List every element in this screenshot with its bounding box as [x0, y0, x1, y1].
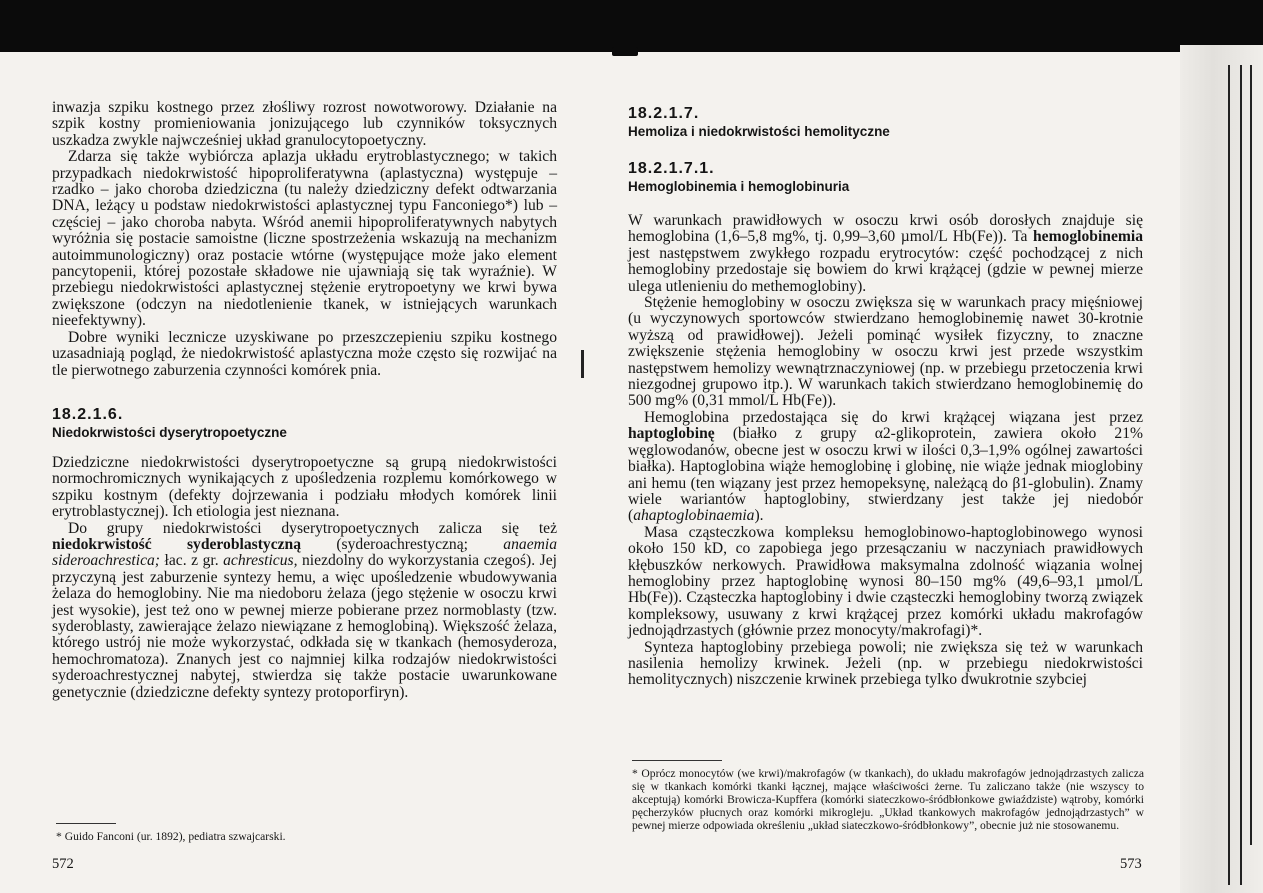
- section-heading: [628, 105, 1143, 140]
- footnote-rule: [56, 823, 116, 824]
- left-page: [52, 100, 557, 701]
- term: hemoglobinemia: [1032, 228, 1143, 246]
- section-number: 18.2.1.7.: [628, 105, 700, 122]
- term: haptoglobinę: [628, 425, 715, 443]
- paragraph: Dziedziczne niedokrwistości dyserytropoetyczne są grupą niedokrwistości normochromicznych wynikających z upośledzenia rozplemu komórkowego w szpiku kostnym (defekty dojrzewania i podziału młodych komórek linii erytroblastycznej). Ich etiologia jest nieznana.: [52, 453, 557, 521]
- section-number: 18.2.1.7.1.: [628, 160, 715, 177]
- paragraph: W warunkach prawidłowych w osoczu krwi osób dorosłych znajduje się hemoglobina (1,6–5,8 mg%, tj. 0,99–3,60 µmol/L Hb(Fe)). Ta hemoglobinemia jest następstwem zwykłego rozpadu erytrocytów: część pochodzącej z nich hemoglobiny przedostaje się bowiem do krwi krążącej (gdzie w pewnej mierze ulega utlenieniu do methemoglobiny).: [628, 212, 1143, 295]
- paragraph: Synteza haptoglobiny przebiega powoli; nie zwiększa się też w warunkach nasilenia hemolizy krwinek. Jeżeli (np. w przebiegu niedokrwistości hemolitycznych) niszczenie krwinek przebiega tylko dwukrotnie szybciej: [628, 638, 1143, 689]
- footnote-rule: [632, 760, 722, 761]
- section-title: Hemoglobinemia i hemoglobinuria: [628, 179, 850, 194]
- gutter-mark: [581, 350, 584, 378]
- right-page: [628, 105, 1143, 689]
- paragraph: Hemoglobina przedostająca się do krwi krążącej wiązana jest przez haptoglobinę (białko z grupy α2-glikoprotein, zawiera około 21% węglowodanów, obecne jest w osoczu krwi w ilości 0,3–1,9% ogólnej zawartości białka). Haptoglobina wiąże hemoglobinę i globinę, nie wiąże jednak mioglobiny ani hemu (ten wiązany jest przez hemopeksynę, należącą do β1-globulin). Znamy wiele wariantów haptoglobiny, stwierdzany jest także jej niedobór (ahaptoglobinaemia).: [628, 408, 1143, 525]
- page-number: 573: [1120, 856, 1142, 872]
- page-number: 572: [52, 856, 74, 872]
- paragraph: inwazja szpiku kostnego przez złośliwy rozrost nowotworowy. Działanie na szpik kostny promieniowania jonizującego lub czynników toksycznych uszkadza zwykle najwcześniej układ granulocytopoetyczny.: [52, 99, 557, 149]
- paragraph: Do grupy niedokrwistości dyserytropoetycznych zalicza się też niedokrwistość syderoblastyczną (syderoachrestyczną; anaemia sideroachrestica; łac. z gr. achresticus, niezdolny do wykorzystania czegoś). Jej przyczyną jest zaburzenie syntezy hemu, a więc upośledzenie wbudowywania żelaza do hemoglobiny. Nie ma niedoboru żelaza (jego stężenie w osoczu krwi jest wysokie), jest też ono w pewnej mierze pobierane przez normoblasty (tzw. syderoblasty, zawierające żelazo niewiązane z hemoglobiną). Większość żelaza, którego ustrój nie może wykorzystać, odkłada się w tkankach (hemosyderoza, hemochromatoza). Znanych jest co najmniej kilka rodzajów niedokrwistości syderoachrestycznej nabytej, stwierdza się także postacie uwarunkowane genetycznie (dziedziczne defekty syntezy protoporfiryn).: [52, 519, 557, 701]
- book-edge-shadow: [1180, 45, 1263, 893]
- section-heading: [52, 406, 557, 441]
- section-title: Niedokrwistości dyserytropoetyczne: [52, 424, 287, 440]
- paragraph: Zdarza się także wybiórcza aplazja układu erytroblastycznego; w takich przypadkach niedokrwistość hipoproliferatywna (aplastyczna) występuje – rzadko – jako choroba dziedziczna (tu należy dziedziczny defekt odtwarzania DNA, leżący u podstaw niedokrwistości aplastycznej typu Fanconiego*) lub – częściej – jako choroba nabyta. Wśród anemii hipoproliferatywnych nabytych wyróżnia się postacie samoistne (liczne spostrzeżenia wskazują na mechanizm autoimmunologiczny) oraz postacie wtórne (występujące może jako element pancytopenii, której pozostałe składowe nie ujawniają się tak wyraźnie). W przebiegu niedokrwistości aplastycznej stężenie erytropoetyny we krwi bywa zwiększone (odczyn na niedotlenienie tkanek, w istniejących warunkach nieefektywny).: [52, 148, 557, 330]
- term: niedokrwistość syderoblastyczną: [52, 535, 302, 553]
- paragraph: Stężenie hemoglobiny w osoczu zwiększa się w warunkach pracy mięśniowej (u wyczynowych sportowców stwierdzano hemoglobinemię nawet 30-krotnie wyższą od prawidłowej). Jeżeli pominąć wysiłek fizyczny, to znaczne zwiększenie stężenia hemoglobiny w osoczu krwi jest przede wszystkim następstwem hemolizy wewnątrznaczyniowej (np. w przebiegu przetoczenia krwi niezgodnej grupowo itp.). W warunkach takich stwierdzano hemoglobinemię do 500 mg% (0,31 mmol/L Hb(Fe)).: [628, 294, 1143, 410]
- scan-top-shadow: [0, 0, 1263, 52]
- paragraph: Masa cząsteczkowa kompleksu hemoglobinowo-haptoglobinowego wynosi około 150 kD, co zapobiega jego przesączaniu w naczyniach prawidłowych kłębuszków nerkowych. Prawidłowa maksymalna zdolność wiązania wolnej hemoglobiny przez haptoglobinę wynosi 80–150 mg% (49,6–93,1 µmol/L Hb(Fe)). Cząsteczka haptoglobiny i dwie cząsteczki hemoglobiny tworzą związek kompleksowy, usuwany z krwi krążącej przez komórki układu makrofagów jednojądrzastych (głównie przez monocyty/makrofagi)*.: [628, 523, 1143, 640]
- footnote: * Oprócz monocytów (we krwi)/makrofagów (w tkankach), do układu makrofagów jednojądrzastych zalicza się w tkankach komórki tkanki łącznej, mające właściwości żerne. Tu zaliczano także (nie wszyscy to akceptują) komórki Browicza-Kupffera (komórki siateczkowo-śródbłonkowe gwiaździste) wątroby, komórki pęcherzyków płucnych oraz komórki mikrogleju. „Układ tkankowych makrofagów jednojądrzastych” w pewnej mierze odpowiada określeniu „układ siateczkowo-śródbłonkowy”, obecnie już nie stosowanemu.: [632, 767, 1144, 832]
- section-number: 18.2.1.6.: [52, 405, 124, 423]
- section-title: Hemoliza i niedokrwistości hemolityczne: [628, 124, 890, 139]
- section-heading: [628, 160, 1143, 195]
- scan-mark: [612, 47, 638, 56]
- footnote: * Guido Fanconi (ur. 1892), pediatra szwajcarski.: [56, 830, 286, 843]
- paragraph: Dobre wyniki lecznicze uzyskiwane po przeszczepieniu szpiku kostnego uzasadniają pogląd, że niedokrwistość aplastyczna może często się rozwijać na tle pierwotnego zaburzenia czynności komórek pnia.: [52, 328, 557, 379]
